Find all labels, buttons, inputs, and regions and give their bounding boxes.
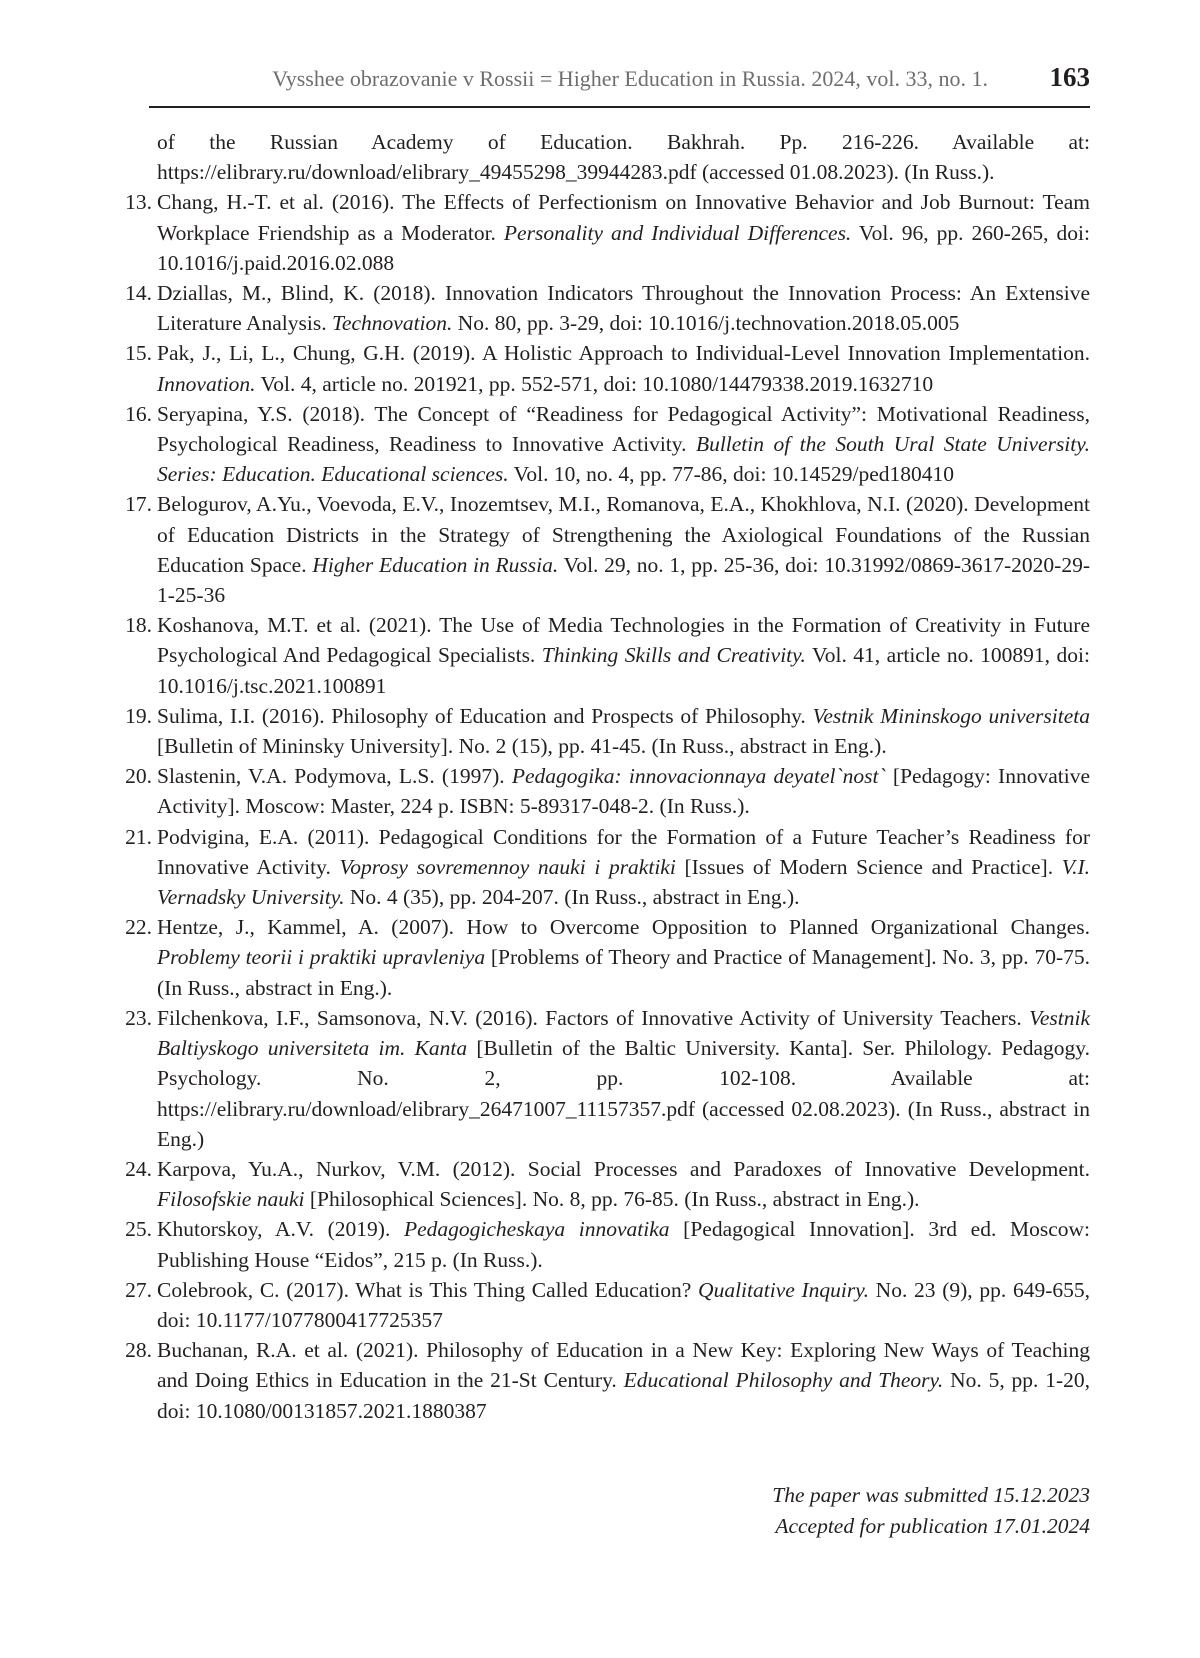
reference-number: 19. bbox=[125, 703, 152, 728]
reference-segment: Karpova, Yu.A., Nurkov, V.M. (2012). Social Processes and Paradoxes of Innovative Development. bbox=[157, 1156, 1090, 1181]
reference-item bbox=[0, 1003, 1090, 1154]
reference-segment: Koshanova, M.T. et al. (2021). The Use of Media Technologies in the Formation of Creativity in Future Psychological And Pedagogical Specialists. bbox=[157, 613, 1090, 668]
reference-text bbox=[157, 130, 1090, 184]
reference-item bbox=[0, 761, 1090, 821]
reference-text bbox=[157, 613, 1090, 697]
reference-source-title: V.I. Vernadsky University. bbox=[157, 854, 1090, 910]
reference-segment: Vol. 4, article no. 201921, pp. 552-571, doi: 10.1080/14479338.2019.1632710 bbox=[255, 371, 934, 396]
reference-segment: Pak, J., Li, L., Chung, G.H. (2019). A Holistic Approach to Individual-Level Innovation Implementation. bbox=[157, 341, 1090, 366]
reference-segment: [Pedagogical Innovation]. 3rd ed. Moscow: Publishing House “Eidos”, 215 p. (In Russ.). bbox=[157, 1217, 1090, 1272]
reference-source-title: Personality and Individual Differences. bbox=[503, 220, 852, 245]
reference-number: 21. bbox=[125, 824, 152, 849]
reference-text bbox=[157, 764, 1090, 818]
reference-text bbox=[157, 281, 1090, 335]
reference-item bbox=[0, 127, 1090, 187]
reference-segment: [Philosophical Sciences]. No. 8, pp. 76-85. (In Russ., abstract in Eng.). bbox=[304, 1187, 920, 1212]
reference-item bbox=[0, 912, 1090, 1003]
reference-source-title: Pedagogicheskaya innovatika bbox=[403, 1217, 670, 1242]
reference-source-title: Technovation. bbox=[331, 311, 453, 336]
reference-segment: No. 80, pp. 3-29, doi: 10.1016/j.technovation.2018.05.005 bbox=[452, 311, 960, 336]
reference-number: 13. bbox=[125, 190, 152, 215]
reference-segment: Chang, H.-T. et al. (2016). The Effects of Perfectionism on Innovative Behavior and Job Burnout: Team Workplace Friendship as a Moderator. bbox=[157, 190, 1090, 245]
reference-segment: No. 4 (35), pp. 204-207. (In Russ., abstract in Eng.). bbox=[344, 885, 800, 910]
reference-segment: Colebrook, C. (2017). What is This Thing Called Education? bbox=[157, 1277, 699, 1302]
reference-segment: No. 23 (9), pp. 649-655, doi: 10.1177/1077800417725357 bbox=[157, 1277, 1090, 1332]
reference-source-title: Educational Philosophy and Theory. bbox=[623, 1368, 944, 1393]
reference-item bbox=[0, 822, 1090, 913]
reference-segment: of the Russian Academy of Education. Bakhrah. Pp. 216-226. Available at: https://elibrary.ru/download/elibrary_49455298_39944283.pdf (accessed 01.08.2023). (In Russ.). bbox=[157, 130, 1090, 185]
reference-source-title: Thinking Skills and Creativity. bbox=[541, 643, 806, 668]
submitted-date: The paper was submitted 15.12.2023 bbox=[772, 1483, 1090, 1507]
page-header bbox=[149, 62, 1090, 108]
reference-segment: Hentze, J., Kammel, A. (2007). How to Overcome Opposition to Planned Organizational Changes. bbox=[157, 915, 1090, 940]
reference-text bbox=[157, 1157, 1090, 1211]
reference-number: 17. bbox=[125, 492, 152, 517]
accepted-date: Accepted for publication 17.01.2024 bbox=[775, 1514, 1090, 1538]
reference-item bbox=[0, 399, 1090, 490]
reference-item bbox=[0, 1154, 1090, 1214]
reference-source-title: Higher Education in Russia. bbox=[312, 552, 559, 577]
reference-source-title: Vestnik Baltiyskogo universiteta im. Kanta bbox=[157, 1005, 1090, 1061]
reference-number: 22. bbox=[125, 915, 152, 940]
reference-source-title: Innovation. bbox=[157, 371, 256, 396]
reference-segment: Vol. 29, no. 1, pp. 25-36, doi: 10.31992/0869-3617-2020-29-1-25-36 bbox=[157, 552, 1090, 608]
reference-segment: Belogurov, A.Yu., Voevoda, E.V., Inozemtsev, M.I., Romanova, E.A., Khokhlova, N.I. (2020). Development of Education Districts in the Strategy of Strengthening the Axiological Foundations of the Russian Education Space. bbox=[157, 492, 1090, 577]
reference-segment: [Problems of Theory and Practice of Management]. No. 3, pp. 70-75. (In Russ., abstract in Eng.). bbox=[157, 945, 1090, 1000]
reference-number: 20. bbox=[125, 764, 152, 789]
reference-text bbox=[157, 1338, 1090, 1422]
reference-number: 25. bbox=[125, 1217, 152, 1242]
reference-segment: Filchenkova, I.F., Samsonova, N.V. (2016). Factors of Innovative Activity of University Teachers. bbox=[157, 1005, 1030, 1030]
reference-item bbox=[0, 610, 1090, 701]
reference-number: 24. bbox=[125, 1156, 152, 1181]
reference-source-title: Filosofskie nauki bbox=[157, 1187, 305, 1212]
reference-text bbox=[157, 190, 1090, 274]
reference-text bbox=[157, 402, 1090, 486]
reference-item bbox=[0, 1335, 1090, 1426]
reference-text bbox=[157, 915, 1090, 999]
reference-list bbox=[0, 127, 1200, 1426]
reference-item bbox=[0, 1275, 1090, 1335]
reference-number: 23. bbox=[125, 1005, 152, 1030]
running-title: Vysshee obrazovanie v Rossii = Higher Education in Russia. 2024, vol. 33, no. 1. bbox=[272, 66, 988, 91]
reference-text bbox=[157, 492, 1090, 607]
reference-text bbox=[157, 825, 1090, 909]
reference-text bbox=[157, 704, 1090, 758]
submission-info bbox=[772, 1480, 1090, 1542]
reference-segment: Slastenin, V.A. Podymova, L.S. (1997). bbox=[157, 764, 512, 789]
reference-segment: [Pedagogy: Innovative Activity]. Moscow: Master, 224 p. ISBN: 5-89317-048-2. (In Russ.). bbox=[157, 764, 1090, 819]
reference-segment: Vol. 41, article no. 100891, doi: 10.1016/j.tsc.2021.100891 bbox=[157, 643, 1090, 698]
reference-text bbox=[157, 1217, 1090, 1271]
reference-source-title: Problemy teorii i praktiki upravleniya bbox=[157, 945, 486, 970]
reference-segment: [Bulletin of the Baltic University. Kanta]. Ser. Philology. Pedagogy. Psychology. No. 2, pp. 102-108. Available at: https://elibrary.ru/download/elibrary_26471007_11157357.pdf (accessed 02.08.2023). (In Russ., abstract in Eng.) bbox=[157, 1036, 1090, 1151]
reference-segment: Buchanan, R.A. et al. (2021). Philosophy of Education in a New Key: Exploring New Ways of Teaching and Doing Ethics in Education in the 21-St Century. bbox=[157, 1338, 1090, 1393]
reference-segment: Dziallas, M., Blind, K. (2018). Innovation Indicators Throughout the Innovation Process: An Extensive Literature Analysis. bbox=[157, 281, 1090, 336]
reference-segment: Sulima, I.I. (2016). Philosophy of Education and Prospects of Philosophy. bbox=[157, 703, 813, 728]
reference-item bbox=[0, 1214, 1090, 1274]
reference-source-title: Qualitative Inquiry. bbox=[698, 1277, 869, 1302]
reference-number: 28. bbox=[125, 1338, 152, 1363]
reference-source-title: Pedagogika: innovacionnaya deyatel`nost` bbox=[511, 764, 886, 789]
reference-text bbox=[157, 1006, 1090, 1151]
page-number: 163 bbox=[1049, 62, 1090, 92]
reference-segment: [Issues of Modern Science and Practice]. bbox=[675, 854, 1062, 879]
reference-source-title: Vestnik Mininskogo universiteta bbox=[812, 703, 1090, 728]
reference-segment: Vol. 96, pp. 260-265, doi: 10.1016/j.paid.2016.02.088 bbox=[157, 220, 1090, 275]
reference-item bbox=[0, 489, 1090, 610]
reference-text bbox=[157, 341, 1090, 395]
reference-segment: No. 5, pp. 1-20, doi: 10.1080/00131857.2021.1880387 bbox=[157, 1368, 1091, 1423]
reference-item bbox=[0, 701, 1090, 761]
reference-item bbox=[0, 187, 1090, 278]
reference-source-title: Bulletin of the South Ural State University. Series: Education. Educational sciences. bbox=[157, 432, 1090, 487]
reference-number: 14. bbox=[125, 281, 152, 306]
reference-number: 18. bbox=[125, 613, 152, 638]
reference-segment: Vol. 10, no. 4, pp. 77-86, doi: 10.14529/ped180410 bbox=[508, 462, 955, 487]
reference-segment: Podvigina, E.A. (2011). Pedagogical Conditions for the Formation of a Future Teacher’s Readiness for Innovative Activity. bbox=[157, 824, 1090, 879]
reference-segment: Seryapina, Y.S. (2018). The Concept of “Readiness for Pedagogical Activity”: Motivational Readiness, Psychological Readiness, Readiness to Innovative Activity. bbox=[157, 401, 1090, 457]
reference-text bbox=[157, 1278, 1090, 1332]
reference-source-title: Voprosy sovremennoy nauki i praktiki bbox=[339, 854, 676, 879]
reference-number: 27. bbox=[125, 1277, 152, 1302]
reference-segment: [Bulletin of Mininsky University]. No. 2 (15), pp. 41-45. (In Russ., abstract in Eng.). bbox=[157, 734, 887, 759]
reference-segment: Khutorskoy, A.V. (2019). bbox=[157, 1217, 404, 1242]
reference-item bbox=[0, 338, 1090, 398]
reference-number: 15. bbox=[125, 341, 152, 366]
reference-number: 16. bbox=[125, 401, 152, 426]
reference-item bbox=[0, 278, 1090, 338]
